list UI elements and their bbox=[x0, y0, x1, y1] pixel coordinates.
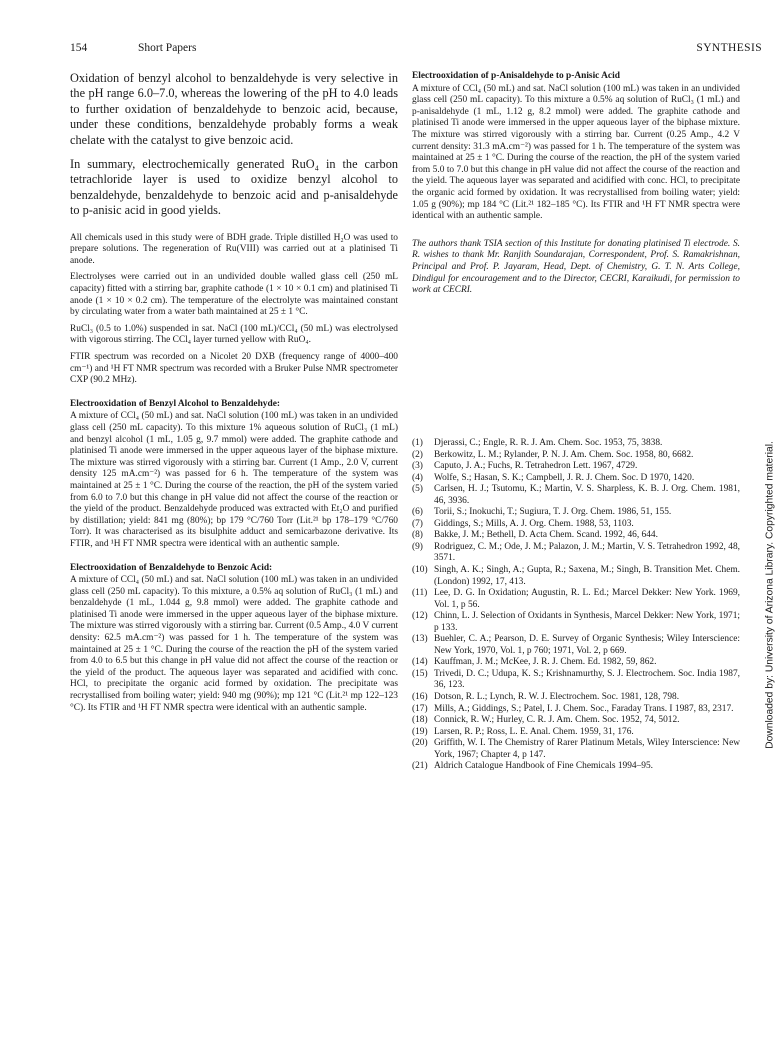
intro-paragraph: Oxidation of benzyl alcohol to benzaldehyde is very selective in the pH range 6.0–7.0, whereas the lowering of the pH to 4.0 leads to further oxidation of benzaldehyde to benzoic acid, because, under these conditions, benzaldehyde probably forms a weak chelate with the catalyst to give benzoic acid. bbox=[70, 71, 398, 147]
procedure-body: A mixture of CCl₄ (50 mL) and sat. NaCl solution (100 mL) was taken in an undivided glass cell (250 mL capacity). To this mixture a 0.5% aq solution of RuCl₃ (1 mL) and p-anisaldehyde (1 mL, 1.12 g, 8.2 mmol) were added. The graphite cathode and platinised Ti anode were immersed in the upper aqueous layer of the biphase mixture. The mixture was stirred vigorously with a stirring bar. Current (0.25 Amp., 4.2 V current density: 31.3 mA.cm⁻²) was passed for 1 h. The temperature of the system was maintained at 25 ± 1 °C. During the course of the reaction, the pH of the system varied from 5.0 to 7.0 but this change in pH value did not affect the course of the reaction and the yield. The aqueous layer was separated and acidified with conc. HCl, to precipitate the organic acid formed by oxidation. It was recrystallised from boiling water; yield: 1.05 g (90%); mp 184 °C (Lit.²¹ 182–185 °C). Its FTIR and ¹H FT NMR spectra were identical with an authentic sample. bbox=[412, 83, 740, 222]
reference-text: Chinn, L. J. Selection of Oxidants in Synthesis, Marcel Dekker: New York, 1971; p 133. bbox=[434, 611, 740, 633]
reference-number: (14) bbox=[412, 657, 428, 668]
section-title: Short Papers bbox=[138, 42, 197, 54]
reference-number: (3) bbox=[412, 461, 423, 472]
reference-number: (21) bbox=[412, 761, 428, 772]
reference-item bbox=[412, 473, 740, 485]
reference-text: Berkowitz, L. M.; Rylander, P. N. J. Am. Chem. Soc. 1958, 80, 6682. bbox=[434, 449, 694, 460]
download-notice bbox=[762, 395, 778, 795]
reference-number: (5) bbox=[412, 484, 423, 495]
reference-number: (9) bbox=[412, 541, 423, 552]
reference-item bbox=[412, 507, 740, 519]
journal-name: SYNTHESIS bbox=[696, 42, 762, 54]
reference-number: (18) bbox=[412, 715, 428, 726]
chemicals-paragraph: All chemicals used in this study were of BDH grade. Triple distilled H₂O was used to prepare solutions. The regeneration of Ru(VIII) was carried out at a platinised Ti anode. bbox=[70, 232, 398, 266]
reference-number: (6) bbox=[412, 507, 423, 518]
page-number: 154 bbox=[70, 42, 88, 54]
procedure-body: A mixture of CCl₄ (50 mL) and sat. NaCl solution (100 mL) was taken in an undivided glass cell (250 mL capacity). To this mixture, a 0.5% aq solution of RuCl₃ (1 mL) and benzaldehyde (1 mL, 1.044 g, 9.8 mmol) were added. The graphite cathode and platinised Ti anode were immersed in the upper aqueous layer of the biphase mixture. The mixture was stirred vigorously with a stirring bar. Current (0.5 Amp., 4.0 V current density: 62.5 mA.cm⁻²) was passed for 1 h. The temperature of the system was maintained at 25 ± 1 °C. During the course of the reaction the pH of the system varied from 4.0 to 6.5 but this change in pH value did not affect the course of the reaction or the yield of the product. The aqueous layer was separated and acidified with conc. HCl, to precipitate the organic acid formed by oxidation. The precipitate was recrystallised from boiling water; yield: 940 mg (90%); mp 121 °C (Lit.²¹ mp 122–123 °C). Its FTIR and ¹H FT NMR spectra were identical with an authentic sample. bbox=[70, 575, 398, 713]
reference-number: (2) bbox=[412, 449, 423, 460]
reference-item bbox=[412, 542, 740, 565]
references-list bbox=[412, 438, 740, 773]
reference-item bbox=[412, 738, 740, 761]
reference-text: Caputo, J. A.; Fuchs, R. Tetrahedron Lett. 1967, 4729. bbox=[434, 461, 638, 472]
reference-text: Aldrich Catalogue Handbook of Fine Chemicals 1994–95. bbox=[434, 761, 653, 772]
reference-number: (20) bbox=[412, 738, 428, 749]
reference-number: (4) bbox=[412, 472, 423, 483]
reference-item bbox=[412, 484, 740, 507]
reference-item bbox=[412, 669, 740, 692]
reference-text: Dotson, R. L.; Lynch, R. W. J. Electrochem. Soc. 1981, 128, 798. bbox=[434, 692, 680, 703]
procedure-heading: Electrooxidation of Benzyl Alcohol to Benzaldehyde: bbox=[70, 398, 280, 409]
reference-text: Mills, A.; Giddings, S.; Patel, I. J. Chem. Soc., Faraday Trans. I 1987, 83, 2317. bbox=[434, 703, 734, 714]
reference-number: (15) bbox=[412, 668, 428, 679]
reference-text: Wolfe, S.; Hasan, S. K.; Campbell, J. R. J. Chem. Soc. D 1970, 1420. bbox=[434, 472, 695, 483]
reference-text: Torii, S.; Inokuchi, T.; Sugiura, T. J. Org. Chem. 1986, 51, 155. bbox=[434, 507, 672, 518]
reference-item bbox=[412, 715, 740, 727]
reference-item bbox=[412, 692, 740, 704]
reference-item bbox=[412, 704, 740, 716]
reference-text: Buehler, C. A.; Pearson, D. E. Survey of Organic Synthesis; Wiley Interscience: New York, 1970, Vol. 1, p 760; 1971, Vol. 2, p 669. bbox=[434, 634, 740, 656]
reference-number: (8) bbox=[412, 530, 423, 541]
acknowledgment: The authors thank TSIA section of this Institute for donating platinised Ti electrode. S. R. wishes to thank Mr. Ranjith Soundarajan, Correspondent, Prof. S. Ramakrishnan, Principal and Prof. P. Jayaram, Head, Dept. of Chemistry, G. T. N. Arts College, Dindigul for encouragement and to the Director, CECRI, Karaikudi, for permission to work at CECRI. bbox=[412, 238, 740, 296]
reference-number: (11) bbox=[412, 588, 428, 599]
reference-item bbox=[412, 450, 740, 462]
procedure-heading: Electrooxidation of Benzaldehyde to Benzoic Acid: bbox=[70, 562, 273, 573]
reference-number: (1) bbox=[412, 438, 423, 448]
reference-text: Rodriguez, C. M.; Ode, J. M.; Palazon, J. M.; Martin, V. S. Tetrahedron 1992, 48, 3571. bbox=[434, 541, 740, 564]
right-column bbox=[412, 71, 740, 297]
reference-item bbox=[412, 634, 740, 657]
reference-text: Carlsen, H. J.; Tsutomu, K.; Martin, V. S. Sharpless, K. B. J. Org. Chem. 1981, 46, 3936. bbox=[434, 484, 740, 506]
reference-text: Connick, R. W.; Hurley, C. R. J. Am. Chem. Soc. 1952, 74, 5012. bbox=[434, 715, 680, 726]
download-notice-text: Downloaded by: University of Arizona Library. Copyrighted material. bbox=[764, 441, 776, 749]
reference-item bbox=[412, 727, 740, 739]
page-header bbox=[70, 42, 762, 58]
reference-text: Singh, A. K.; Singh, A.; Gupta, R.; Saxena, M.; Singh, B. Transition Met. Chem. (London) 1992, 17, 413. bbox=[434, 565, 740, 587]
summary-paragraph: In summary, electrochemically generated RuO₄ in the carbon tetrachloride layer is used to oxidize benzyl alcohol to benzaldehyde, benzaldehyde to benzoic acid and p-anisaldehyde to p-anisic acid in good yields. bbox=[70, 157, 398, 218]
reference-item bbox=[412, 519, 740, 531]
reference-text: Trivedi, D. C.; Udupa, K. S.; Krishnamurthy, S. J. Electrochem. Soc. India 1987, 36, 123. bbox=[434, 668, 740, 691]
procedure-heading: Electrooxidation of p-Anisaldehyde to p-Anisic Acid bbox=[412, 71, 620, 81]
reference-number: (16) bbox=[412, 692, 428, 703]
procedure-body: A mixture of CCl₄ (50 mL) and sat. NaCl solution (100 mL) was taken in an undivided glass cell (250 mL capacity). To this mixture 1% aqueous solution of RuCl₃ (1 mL) and benzyl alcohol (1 mL, 1.05 g, 9.7 mmol) were added. The graphite cathode and platinised Ti anode were immersed in the upper aqueous layer of the biphase mixture. The mixture was stirred vigorously with a stirring bar. Current (1 Amp., 2.0 V, current density 125 mA.cm⁻²) was passed for 6 h. The temperature of the system was maintained at 25 ± 1 °C. During the course of the reaction, the pH of the system varied from 6.0 to 7.0 but this change in pH value did not affect the course of the reaction or the yield of the product. Benzaldehyde produced was extracted with Et₂O and purified by distillation; yield: 841 mg (80%); bp 179 °C/760 Torr (Lit.²¹ bp 178–179 °C/760 Torr). It was characterised as its bisulphite adduct and semicarbazone derivative. Its FTIR, and ¹H FT NMR spectra were identical with an authentic sample. bbox=[70, 411, 398, 549]
reference-item bbox=[412, 657, 740, 669]
left-column bbox=[70, 71, 398, 719]
reference-text: Djerassi, C.; Engle, R. R. J. Am. Chem. Soc. 1953, 75, 3838. bbox=[434, 438, 663, 448]
reference-item bbox=[412, 761, 740, 773]
reference-text: Kauffman, J. M.; McKee, J. R. J. Chem. Ed. 1982, 59, 862. bbox=[434, 657, 657, 668]
reference-text: Griffith, W. I. The Chemistry of Rarer Platinum Metals, Wiley Interscience: New York, 1967; Chapter 4, p 147. bbox=[434, 738, 740, 760]
spectra-paragraph: FTIR spectrum was recorded on a Nicolet 20 DXB (frequency range of 4000–400 cm⁻¹) and ¹H FT NMR spectrum was recorded with a Bruker Pulse NMR spectrometer CXP (90.2 MHz). bbox=[70, 352, 398, 386]
reference-item bbox=[412, 588, 740, 611]
reference-number: (10) bbox=[412, 565, 428, 576]
reference-text: Lee, D. G. In Oxidation; Augustin, R. L. Ed.; Marcel Dekker: New York. 1969, Vol. 1, p 56. bbox=[434, 588, 740, 610]
reference-number: (12) bbox=[412, 611, 428, 622]
rucl3-paragraph: RuCl₃ (0.5 to 1.0%) suspended in sat. NaCl (100 mL)/CCl₄ (50 mL) was electrolysed with vigorous stirring. The CCl₄ layer turned yellow with RuO₄. bbox=[70, 323, 398, 346]
reference-number: (17) bbox=[412, 703, 428, 714]
reference-text: Bakke, J. M.; Bethell, D. Acta Chem. Scand. 1992, 46, 644. bbox=[434, 530, 658, 541]
reference-text: Larsen, R. P.; Ross, L. E. Anal. Chem. 1959, 31, 176. bbox=[434, 726, 634, 737]
electrolysis-paragraph: Electrolyses were carried out in an undivided double walled glass cell (250 mL capacity) fitted with a stirring bar, graphite cathode (1 × 10 × 0.1 cm) and platinised Ti anode (1 × 10 × 0.2 cm). The temperature of the electrolyte was maintained constant by circulating water from a water bath maintained at 25 ± 1 °C. bbox=[70, 272, 398, 318]
reference-number: (19) bbox=[412, 726, 428, 737]
reference-item bbox=[412, 461, 740, 473]
reference-number: (13) bbox=[412, 634, 428, 645]
reference-item bbox=[412, 565, 740, 588]
reference-item bbox=[412, 438, 740, 450]
reference-item bbox=[412, 611, 740, 634]
reference-number: (7) bbox=[412, 518, 423, 529]
reference-item bbox=[412, 530, 740, 542]
reference-text: Giddings, S.; Mills, A. J. Org. Chem. 1988, 53, 1103. bbox=[434, 518, 634, 529]
